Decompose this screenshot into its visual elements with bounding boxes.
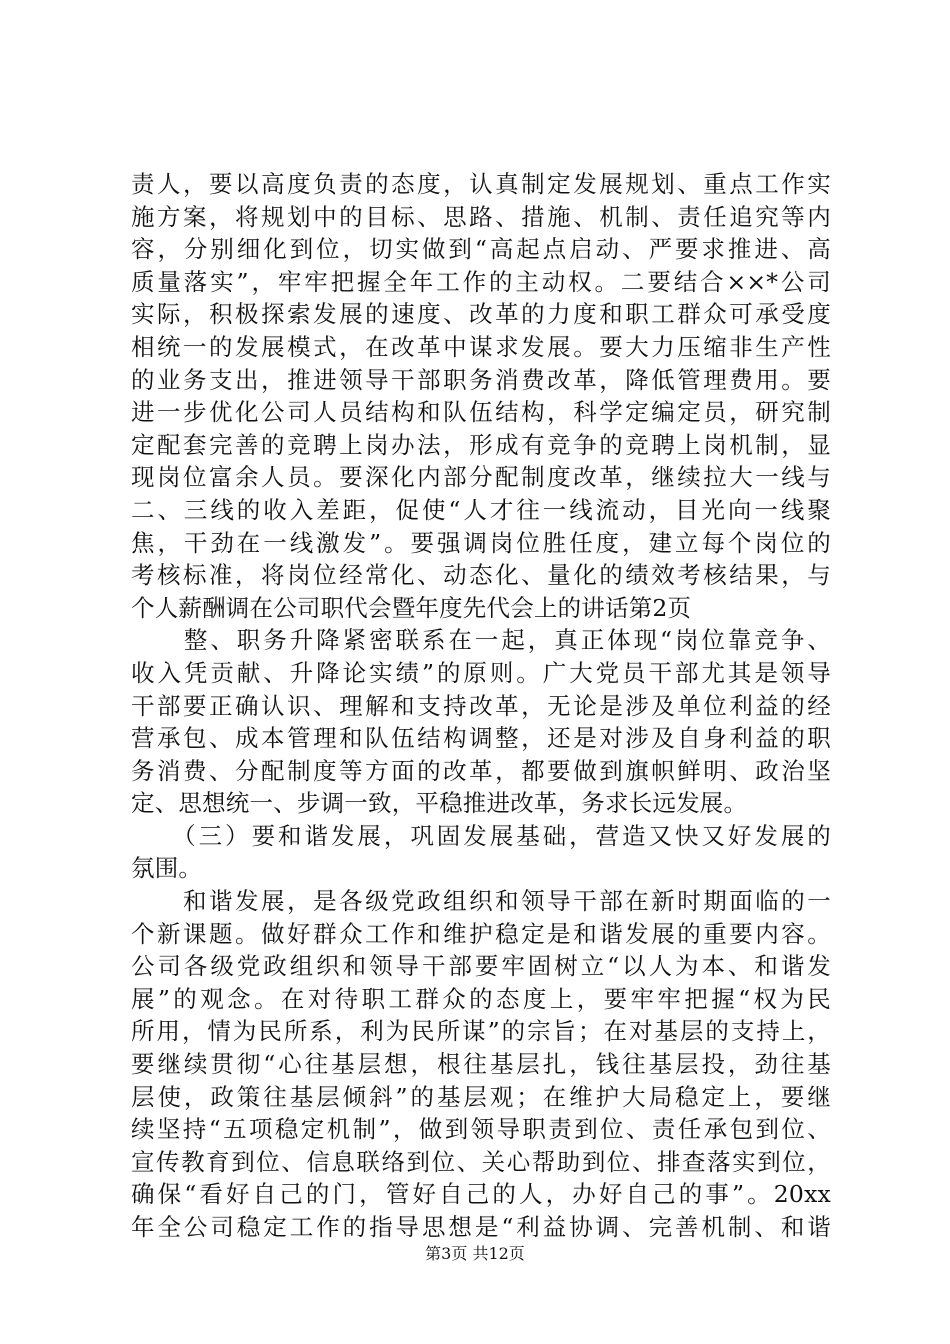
text-line: 考核标准，将岗位经常化、动态化、量化的绩效考核结果，与 [131,561,831,590]
text-line: 层使，政策往基层倾斜”的基层观；在维护大局稳定上，要继 [131,1082,831,1111]
text-line: 二、三线的收入差距，促使“人才往一线流动，目光向一线聚 [131,495,831,524]
text-line: 和谐发展，是各级党政组织和领导干部在新时期面临的一 [131,887,831,916]
text-line: 续坚持“五项稳定机制”，做到领导职责到位、责任承包到位、 [131,1115,831,1144]
text-line: 所用，情为民所系，利为民所谋”的宗旨；在对基层的支持上， [131,1017,831,1046]
text-line: 务消费、分配制度等方面的改革，都要做到旗帜鲜明、政治坚 [131,756,831,785]
text-line: 收入凭贡献、升降论实绩”的原则。广大党员干部尤其是领导 [131,658,831,687]
text-line: 现岗位富余人员。要深化内部分配制度改革，继续拉大一线与 [131,463,831,492]
text-line: 氛围。 [131,854,203,883]
text-line: 确保“看好自己的门，管好自己的人，办好自己的事”。20xx [131,1180,831,1209]
text-line: 容，分别细化到位，切实做到“高起点启动、严要求推进、高 [131,235,831,264]
text-line: 营承包、成本管理和队伍结构调整，还是对涉及自身利益的职 [131,724,831,753]
text-line: 整、职务升降紧密联系在一起，真正体现“岗位靠竞争、 [131,626,831,655]
text-line: （三）要和谐发展，巩固发展基础，营造又快又好发展的 [131,821,831,850]
text-line: 施方案，将规划中的目标、思路、措施、机制、责任追究等内 [131,202,831,231]
text-line: 质量落实”，牢牢把握全年工作的主动权。二要结合××*公司 [131,267,831,296]
text-line: 年全公司稳定工作的指导思想是“利益协调、完善机制、和谐 [131,1213,831,1241]
text-line: 相统一的发展模式，在改革中谋求发展。要大力压缩非生产性 [131,332,831,361]
text-line: 焦，干劲在一线激发”。要强调岗位胜任度，建立每个岗位的 [131,528,831,557]
text-line: 个人薪酬调在公司职代会暨年度先代会上的讲话第2页 [131,593,692,622]
text-line: 定配套完善的竞聘上岗办法，形成有竞争的竞聘上岗机制，显 [131,430,831,459]
text-line: 展”的观念。在对待职工群众的态度上，要牢牢把握“权为民 [131,984,831,1013]
text-line: 个新课题。做好群众工作和维护稳定是和谐发展的重要内容。 [131,919,831,948]
text-line: 干部要正确认识、理解和支持改革，无论是涉及单位利益的经 [131,691,831,720]
text-line: 公司各级党政组织和领导干部要牢固树立“以人为本、和谐发 [131,952,831,981]
text-line: 定、思想统一、步调一致，平稳推进改革，务求长远发展。 [131,789,748,818]
text-line: 进一步优化公司人员结构和队伍结构，科学定编定员，研究制 [131,398,831,427]
text-line: 实际，积极探索发展的速度、改革的力度和职工群众可承受度 [131,300,831,329]
text-line: 责人，要以高度负责的态度，认真制定发展规划、重点工作实 [131,170,831,198]
text-line: 宣传教育到位、信息联络到位、关心帮助到位、排查落实到位， [131,1147,831,1176]
text-line: 要继续贯彻“心往基层想，根往基层扎，钱往基层投，劲往基 [131,1050,831,1079]
document-body [131,168,831,1244]
page-footer: 第3页 共12页 [425,1244,525,1263]
text-line: 的业务支出，推进领导干部职务消费改革，降低管理费用。要 [131,365,831,394]
